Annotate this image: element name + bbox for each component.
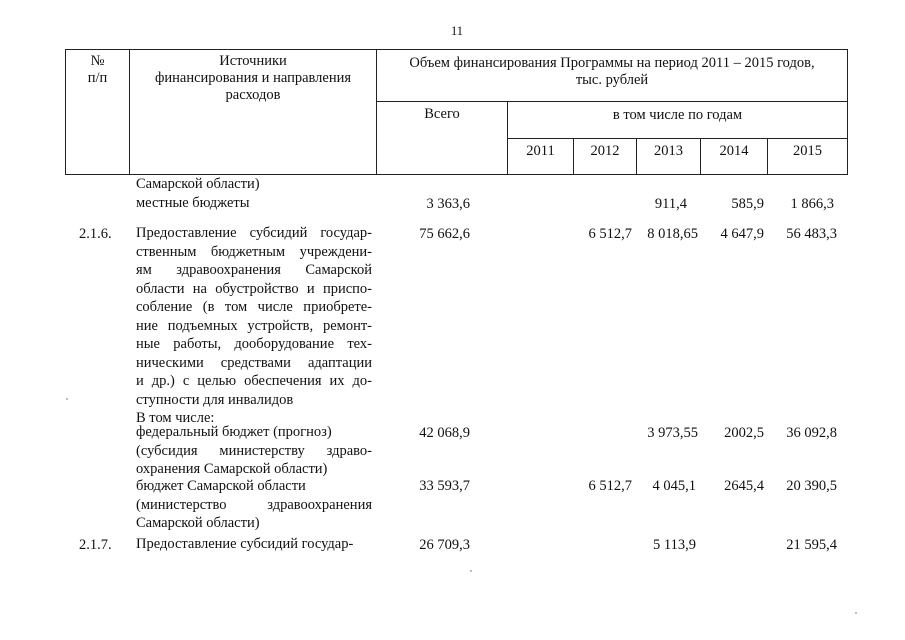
row-desc-line: федеральный бюджет (прогноз)	[136, 424, 332, 440]
header-top-border	[65, 49, 848, 50]
row-desc-line: Самарской области)	[136, 176, 260, 192]
cell-2013: 911,4	[654, 196, 687, 212]
header-year-2015: 2015	[793, 143, 822, 159]
cell-2014: 2645,4	[724, 478, 764, 494]
row-desc	[136, 175, 372, 194]
cell-total: 3 363,6	[426, 196, 470, 212]
header-col-total: Всего	[424, 106, 460, 122]
cell-total: 26 709,3	[419, 537, 470, 553]
row-desc-line: ническими средствами адаптации	[136, 354, 372, 371]
page-number: 11	[451, 24, 464, 38]
header-col-source-line3: расходов	[225, 87, 281, 103]
cell-2013: 3 973,55	[647, 425, 698, 441]
header-col-volume	[377, 55, 847, 89]
cell-2012: 6 512,7	[588, 226, 632, 242]
row-desc-line: (министерство здравоохранения	[136, 496, 372, 513]
header-col-no-line2: п/п	[87, 70, 108, 86]
row-desc	[136, 423, 372, 479]
row-desc-line: Предоставление субсидий государ-	[136, 536, 354, 552]
row-desc-line: ные работы, дооборудование тех-	[136, 336, 372, 352]
cell-2013: 5 113,9	[653, 537, 696, 553]
row-desc-line: и др.) с целью обеспечения их до-	[136, 373, 372, 389]
cell-2014: 585,9	[731, 196, 764, 212]
row-desc-line: Самарской области)	[136, 515, 260, 531]
cell-total: 33 593,7	[419, 478, 470, 494]
cell-2015: 21 595,4	[786, 537, 837, 553]
header-right-border	[847, 49, 848, 175]
cell-2015: 56 483,3	[786, 226, 837, 242]
header-col-by-years: в том числе по годам	[612, 107, 743, 123]
cell-total: 42 068,9	[419, 425, 470, 441]
row-desc	[136, 194, 372, 213]
row-desc	[136, 477, 372, 533]
header-year-2011: 2011	[526, 143, 555, 159]
header-col-volume-line1: Объем финансирования Программы на период 2011 – 2015 годов,	[409, 55, 815, 71]
row-desc-line: ние подъемных устройств, ремонт-	[136, 317, 372, 334]
cell-2015: 1 866,3	[790, 196, 834, 212]
row-desc-line: бюджет Самарской области	[136, 478, 306, 494]
header-col-volume-line2: тыс. рублей	[575, 72, 649, 88]
row-desc-line: области на обустройство и приспо-	[136, 280, 372, 297]
header-col-source-line1: Источники	[219, 53, 287, 69]
row-desc-line: местные бюджеты	[136, 195, 250, 211]
cell-2013: 4 045,1	[652, 478, 696, 494]
row-desc-line: охранения Самарской области)	[136, 461, 328, 477]
row-desc-line: ступности для инвалидов	[136, 391, 294, 408]
header-year-2013: 2013	[654, 143, 683, 159]
row-desc-line: собление (в том числе приобрете-	[136, 299, 372, 315]
header-split-line	[376, 101, 848, 102]
cell-2012: 6 512,7	[588, 478, 632, 494]
cell-2015: 36 092,8	[786, 425, 837, 441]
row-desc-line: В том числе:	[136, 410, 215, 426]
header-col-no	[66, 53, 129, 87]
row-number: 2.1.6.	[79, 226, 112, 242]
row-desc-line: ственным бюджетным учреждени-	[136, 243, 372, 260]
header-col-no-line1: №	[90, 53, 105, 69]
row-desc-line: ям здравоохранения Самарской	[136, 262, 372, 278]
header-year-2012: 2012	[590, 143, 620, 159]
header-year-2014: 2014	[719, 143, 749, 159]
cell-2013: 8 018,65	[647, 226, 698, 242]
row-desc	[136, 224, 372, 428]
header-years-line	[507, 138, 848, 139]
row-desc-line: Предоставление субсидий государ-	[136, 225, 372, 241]
header-col-source	[130, 53, 376, 104]
row-number: 2.1.7.	[79, 537, 112, 553]
cell-2015: 20 390,5	[786, 478, 837, 494]
row-desc-line: (субсидия министерству здраво-	[136, 442, 372, 459]
cell-2014: 2002,5	[724, 425, 764, 441]
cell-total: 75 662,6	[419, 226, 470, 242]
cell-2014: 4 647,9	[720, 226, 764, 242]
row-desc	[136, 535, 372, 554]
scan-speck	[855, 612, 857, 614]
scan-speck	[470, 570, 472, 572]
header-col-source-line2: финансирования и направления	[154, 70, 352, 86]
scan-speck	[66, 398, 68, 400]
